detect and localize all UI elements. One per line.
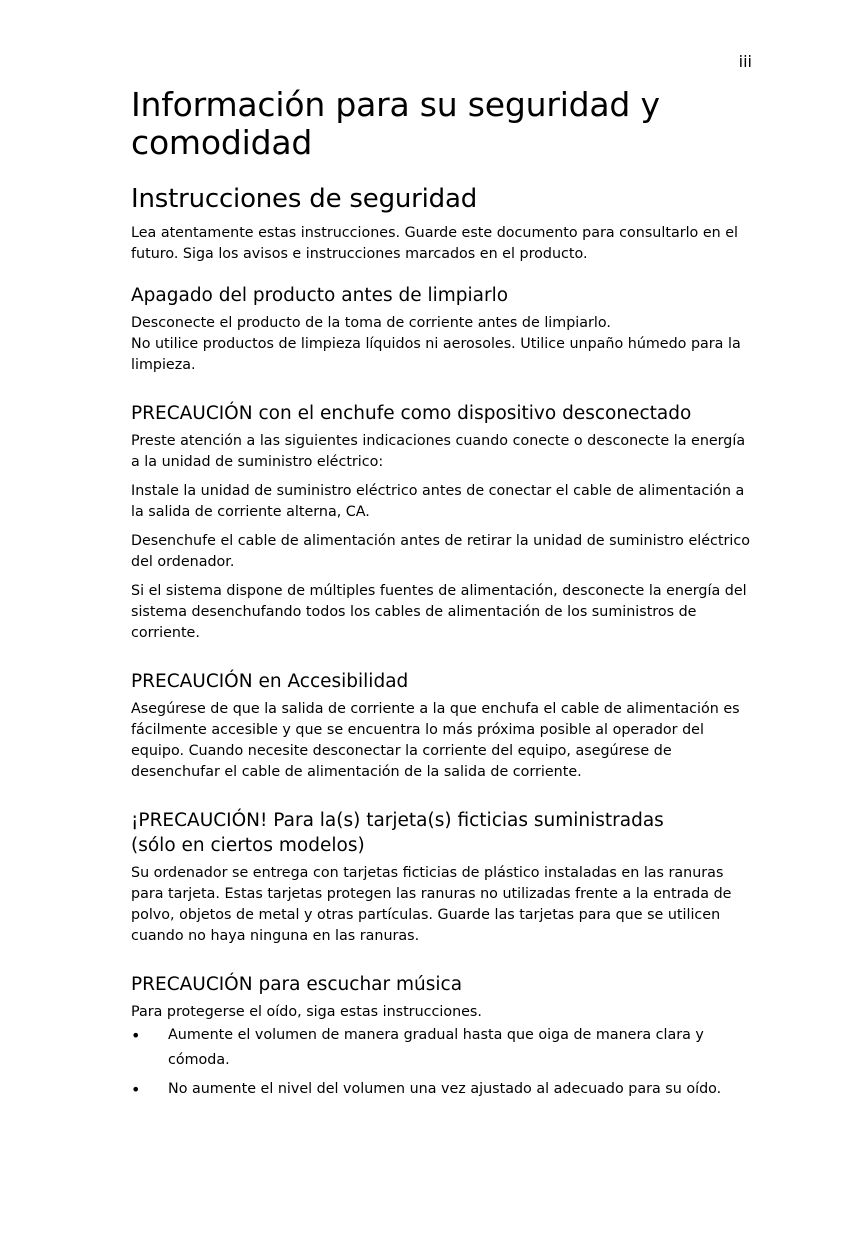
plug-paragraph-3: Desenchufe el cable de alimentación antes de retirar la unidad de suministro eléctrico del ordenador. (131, 533, 750, 570)
bullet-icon: • (131, 1080, 141, 1099)
heading-dummy-cards-line2: (sólo en ciertos modelos) (131, 835, 365, 856)
list-item (131, 1023, 751, 1073)
cleaning-paragraph-2: No utilice productos de limpieza líquidos ni aerosoles. Utilice unpaño húmedo para la limpieza. (131, 336, 741, 373)
heading-cleaning: Apagado del producto antes de limpiarlo (131, 285, 509, 306)
list-item-text: Aumente el volumen de manera gradual hasta que oiga de manera clara y cómoda. (168, 1027, 704, 1068)
plug-paragraph-1: Preste atención a las siguientes indicaciones cuando conecte o desconecte la energía a la unidad de suministro eléctrico: (131, 433, 746, 470)
page-number: iii (738, 52, 752, 71)
list-item-text: No aumente el nivel del volumen una vez ajustado al adecuado para su oído. (168, 1081, 722, 1097)
document-body (131, 86, 751, 1106)
plug-paragraph-2: Instale la unidad de suministro eléctrico antes de conectar el cable de alimentación a la salida de corriente alterna, CA. (131, 483, 745, 520)
page-title: Información para su seguridad y comodidad (131, 85, 660, 162)
heading-accessibility: PRECAUCIÓN en Accesibilidad (131, 671, 409, 692)
accessibility-paragraph: Asegúrese de que la salida de corriente a la que enchufa el cable de alimentación es fácilmente accesible y que se encuentra lo más próxima posible al operador del equipo. Cuando necesite desconectar la corriente del equipo, asegúrese de desenchufar el cable de alimentación de la salida de corriente. (131, 701, 740, 780)
heading-music: PRECAUCIÓN para escuchar música (131, 974, 463, 995)
list-item (131, 1077, 751, 1102)
heading-plug-caution: PRECAUCIÓN con el enchufe como dispositivo desconectado (131, 403, 692, 424)
intro-paragraph: Lea atentamente estas instrucciones. Guarde este documento para consultarlo en el futuro. Siga los avisos e instrucciones marcados en el producto. (131, 225, 739, 262)
dummy-cards-paragraph: Su ordenador se entrega con tarjetas ficticias de plástico instaladas en las ranuras para tarjeta. Estas tarjetas protegen las ranuras no utilizadas frente a la entrada de polvo, objetos de metal y otras partículas. Guarde las tarjetas para que se utilicen cuando no haya ninguna en las ranuras. (131, 865, 732, 944)
music-paragraph: Para protegerse el oído, siga estas instrucciones. (131, 1004, 482, 1020)
heading-dummy-cards-line1: ¡PRECAUCIÓN! Para la(s) tarjeta(s) ficticias suministradas (131, 810, 664, 831)
cleaning-paragraph-1: Desconecte el producto de la toma de corriente antes de limpiarlo. (131, 315, 611, 331)
plug-paragraph-4: Si el sistema dispone de múltiples fuentes de alimentación, desconecte la energía del sistema desenchufando todos los cables de alimentación de los suministros de corriente. (131, 583, 747, 641)
section-title: Instrucciones de seguridad (131, 184, 478, 214)
bullet-icon: • (131, 1026, 141, 1045)
music-bullet-list (131, 1023, 751, 1102)
